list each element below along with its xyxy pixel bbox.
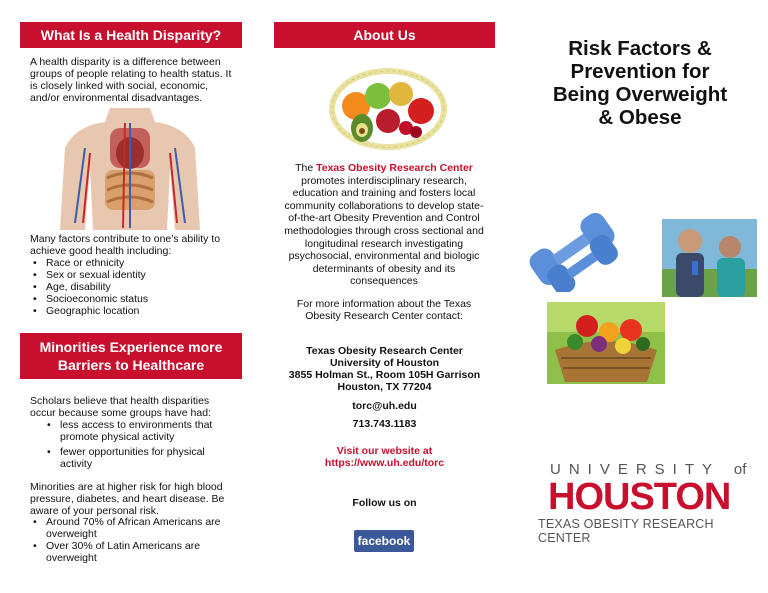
website-link[interactable]: https://www.uh.edu/torc <box>324 457 445 469</box>
logo-torc-text: TEXAS OBESITY RESEARCH CENTER <box>538 517 714 545</box>
list-item: • Sex or sexual identity <box>30 269 236 281</box>
title-line: Being Overweight <box>552 83 728 106</box>
women-exercising-photo <box>662 219 757 297</box>
website-block <box>274 445 495 469</box>
about-prefix: The <box>295 162 317 174</box>
about-us-header: About Us <box>274 22 495 48</box>
dumbbells-image <box>515 208 633 292</box>
title-line: Risk Factors & <box>568 37 712 60</box>
address-line: Texas Obesity Research Center <box>306 345 463 357</box>
scholars-text: Scholars believe that health disparities occur because some groups have had: <box>30 395 211 419</box>
vegetable-basket-photo <box>547 302 665 384</box>
barriers-header: Minorities Experience more Barriers to Healthcare <box>20 333 242 379</box>
risk-text: Minorities are at higher risk for high blood pressure, diabetes, and heart disease. Be aware of your personal risk. <box>30 481 225 517</box>
logo-houston-text: HOUSTON <box>548 476 731 518</box>
reasons-list <box>44 419 234 470</box>
address-line: Houston, TX 77204 <box>337 381 432 393</box>
stats-list <box>30 516 230 564</box>
health-disparity-header: What Is a Health Disparity? <box>20 22 242 48</box>
contact-address <box>274 345 495 393</box>
more-info-text: For more information about the Texas Obesity Research Center contact: <box>296 298 472 322</box>
about-org-name: Texas Obesity Research Center <box>316 162 473 174</box>
list-item: • less access to environments that promote physical activity <box>44 419 234 443</box>
website-label: Visit our website at <box>336 445 433 457</box>
human-anatomy-illustration <box>55 108 205 230</box>
list-item: • Over 30% of Latin Americans are overweight <box>30 540 230 564</box>
panel-health-disparity <box>0 0 256 593</box>
about-description: promotes interdisciplinary research, education and training and fosters local community collaborations to develop state-of-the-art Obesity Prevention and Control methodologies through cross sectional and longitudinal research investigating psychosocial, environmental and biologic determinants of obesity and its consequences <box>284 174 484 288</box>
panel-about-us <box>256 0 512 593</box>
title-line: & Obese <box>598 106 682 129</box>
about-paragraph <box>284 162 484 288</box>
address-line: 3855 Holman St., Room 105H Garrison <box>288 369 481 381</box>
factors-intro: Many factors contribute to one’s ability to achieve good health including: <box>30 233 221 257</box>
list-item: • Around 70% of African Americans are overweight <box>30 516 230 540</box>
address-line: University of Houston <box>329 357 440 369</box>
logo-of-word: of <box>733 461 747 478</box>
facebook-button[interactable]: facebook <box>354 530 414 552</box>
list-item: • Socioeconomic status <box>30 293 236 305</box>
brochure-title <box>522 37 758 129</box>
list-item: • Race or ethnicity <box>30 257 236 269</box>
factors-list <box>30 257 236 317</box>
contact-email[interactable]: torc@uh.edu <box>352 400 417 412</box>
title-line: Prevention for <box>570 60 710 83</box>
list-item: • fewer opportunities for physical activity <box>44 446 234 470</box>
follow-us-text: Follow us on <box>352 497 417 509</box>
health-disparity-intro: A health disparity is a difference between groups of people relating to health status. It is closely linked with social, economic, and/or environmental disadvantages. <box>30 56 232 104</box>
list-item: • Geographic location <box>30 305 236 317</box>
list-item: • Age, disability <box>30 281 236 293</box>
contact-phone: 713.743.1183 <box>352 418 417 430</box>
fruit-measuring-tape-illustration <box>326 66 450 152</box>
logo-university-word: UNIVERSITY <box>550 461 720 478</box>
